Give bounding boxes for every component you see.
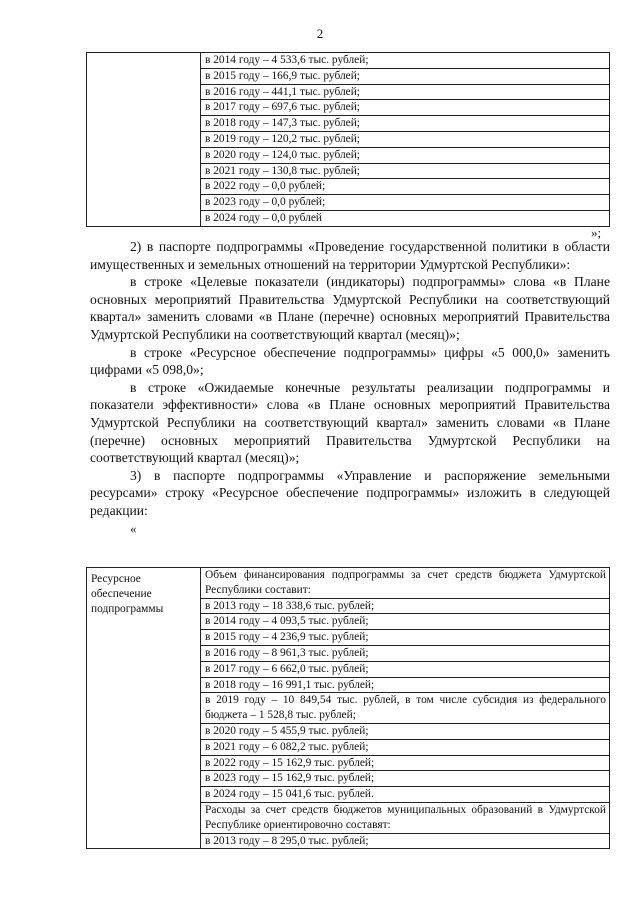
table-row: в 2015 году – 166,9 тыс. рублей; — [201, 69, 609, 85]
table-row: в 2017 году – 697,6 тыс. рублей; — [201, 100, 609, 116]
closing-quote: »; — [591, 225, 602, 240]
table-row: в 2021 году – 6 082,2 тыс. рублей; — [201, 740, 609, 756]
paragraph: 2) в паспорте подпрограммы «Проведение государственной политики в области имущественных и земельных отношений на территории Удмуртской Республики»: — [90, 239, 610, 272]
table-row: в 2018 году – 147,3 тыс. рублей; — [201, 116, 609, 132]
table-row: в 2021 году – 130,8 тыс. рублей; — [201, 164, 609, 180]
table-row: в 2013 году – 8 295,0 тыс. рублей; — [205, 834, 369, 847]
table-row: в 2016 году – 8 961,3 тыс. рублей; — [201, 646, 609, 662]
table-row: в 2022 году – 15 162,9 тыс. рублей; — [201, 756, 609, 772]
table-row: в 2014 году – 4 533,6 тыс. рублей; — [201, 53, 609, 69]
table-label-cell — [87, 53, 201, 227]
table-row: в 2020 году – 5 455,9 тыс. рублей; — [201, 724, 609, 740]
table-row: в 2013 году – 18 338,6 тыс. рублей; — [201, 599, 609, 615]
paragraph: в строке «Ресурсное обеспечение подпрограммы» цифры «5 000,0» заменить цифрами «5 098,0»; — [90, 344, 610, 378]
page-number: 2 — [316, 26, 324, 41]
table-row: Объем финансирования подпрограммы за счет средств бюджета Удмуртской Республики составит: — [201, 568, 609, 599]
table-row: в 2016 году – 441,1 тыс. рублей; — [201, 85, 609, 101]
opening-quote: « — [130, 520, 137, 536]
paragraph: 3) в паспорте подпрограммы «Управление и распоряжение земельными ресурсами» строку «Ресурсное обеспечение подпрограммы» изложить в следующей редакции: — [90, 467, 610, 518]
table-row: в 2024 году – 15 041,6 тыс. рублей. — [201, 787, 609, 803]
table-row: в 2023 году – 0,0 рублей; — [201, 195, 609, 211]
body-text — [90, 238, 610, 537]
table-row: в 2020 году – 124,0 тыс. рублей; — [201, 148, 609, 164]
paragraph: в строке «Ожидаемые конечные результаты реализации подпрограммы и показатели эффективности» слова «в Плане основных мероприятий Правительства Удмуртской Республики на соответствующий квартал» заменить словами «в Плане (перечне) основных мероприятий Правительства Удмуртской Республики на соответствующий квартал (месяц)»; — [90, 379, 610, 466]
table-row: в 2019 году – 120,2 тыс. рублей; — [201, 132, 609, 148]
table-label-cell — [87, 568, 201, 849]
funding-table-continued — [86, 52, 610, 227]
table-row: в 2015 году – 4 236,9 тыс. рублей; — [201, 630, 609, 646]
resource-provision-table — [86, 567, 610, 849]
row-label: Ресурсное обеспечение подпрограммы — [91, 573, 164, 615]
table-row: в 2014 году – 4 093,5 тыс. рублей; — [201, 614, 609, 630]
table-value-cell — [201, 568, 610, 849]
table-row: в 2024 году – 0,0 рублей — [205, 211, 323, 224]
table-row: в 2019 году – 10 849,54 тыс. рублей, в том числе субсидия из федерального бюджета – 1 528,8 тыс. рублей; — [201, 693, 609, 724]
table-value-cell — [201, 53, 610, 227]
paragraph: в строке «Целевые показатели (индикаторы) подпрограммы» слова «в Плане основных мероприятий Правительства Удмуртской Республики на соответствующий квартал» заменить словами «в Плане (перечне) основных мероприятий Правительства Удмуртской Республики на соответствующий квартал (месяц)»; — [90, 274, 610, 342]
table-row: в 2017 году – 6 662,0 тыс. рублей; — [201, 662, 609, 678]
table-row: в 2023 году – 15 162,9 тыс. рублей; — [201, 771, 609, 787]
table-row: в 2022 году – 0,0 рублей; — [201, 179, 609, 195]
table-row: Расходы за счет средств бюджетов муниципальных образований в Удмуртской Республике ориентировочно составят: — [201, 803, 609, 834]
table-row: в 2018 году – 16 991,1 тыс. рублей; — [201, 678, 609, 694]
